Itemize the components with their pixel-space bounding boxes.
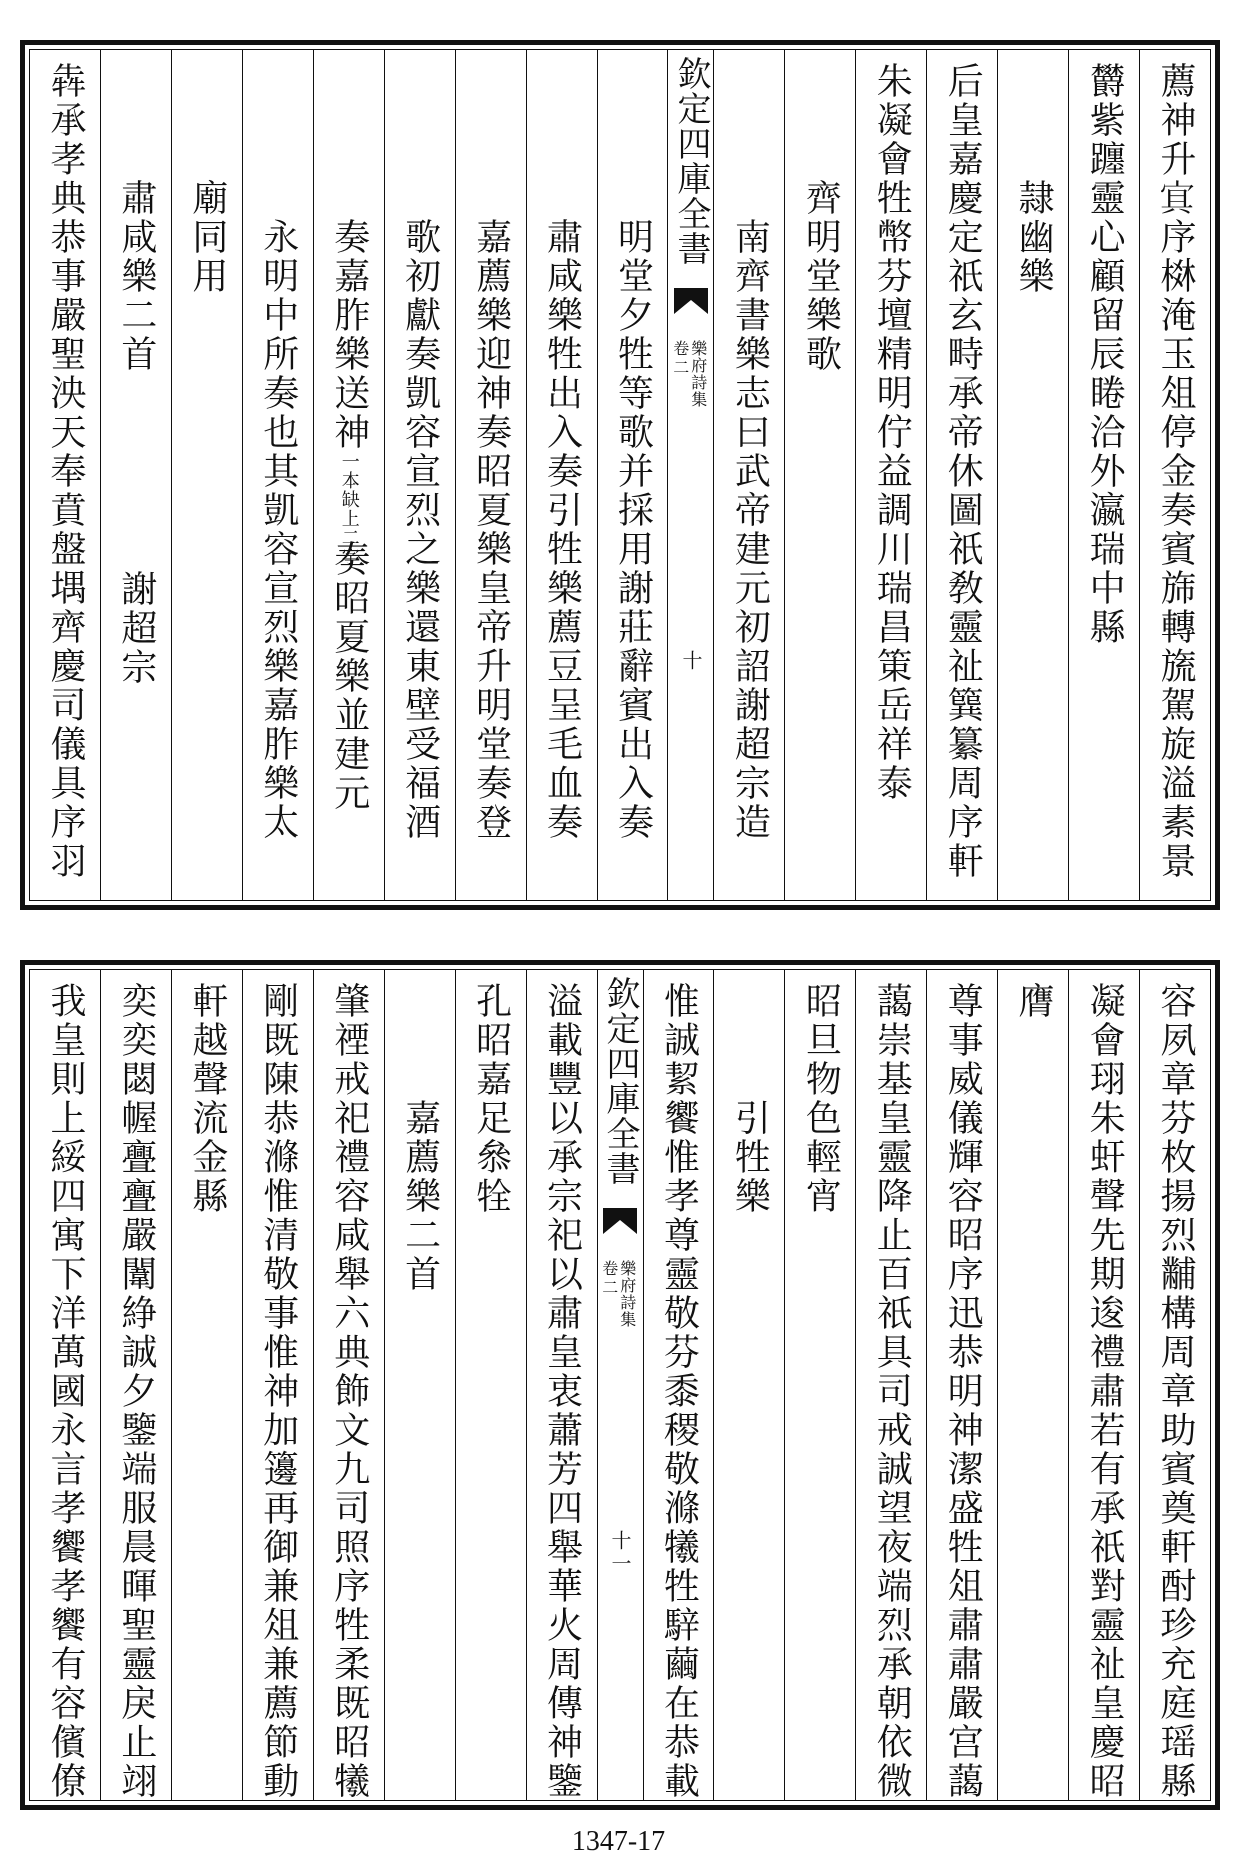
author-name: 謝超宗 <box>115 570 157 687</box>
column-text: 我皇則上綏四寓下洋萬國永言孝饗孝饗有容儐僚 <box>44 982 86 1801</box>
column-text: 昭旦物色輕宵 <box>800 982 842 1216</box>
text-column <box>643 970 714 1800</box>
column-text: 薦神升𡨋序棥淹玉俎停金奏賓旆轉旒駕旋溢素景 <box>1155 62 1197 881</box>
text-column <box>1068 970 1139 1800</box>
text-column <box>784 970 855 1800</box>
text-column <box>784 50 855 900</box>
text-column <box>242 970 313 1800</box>
text-column <box>926 50 997 900</box>
column-text: 膺 <box>1013 982 1055 1021</box>
volume-label: 卷二 <box>599 1260 619 1298</box>
column-text: 后皇嘉慶定祇玄畤承帝休圖祇敎靈祉簨纂周序軒 <box>942 62 984 881</box>
text-column <box>30 50 100 900</box>
column-text: 朱凝會牲幣芬壇精明佇益調川瑞昌䇿岳祥泰 <box>871 62 913 803</box>
text-column <box>855 970 926 1800</box>
text-column <box>997 50 1068 900</box>
folio-number: 十 <box>678 650 703 673</box>
text-column <box>713 970 784 1800</box>
column-text: 軒越聲流金縣 <box>186 982 228 1216</box>
text-column <box>171 970 242 1800</box>
page-footer-label: 1347-17 <box>571 1826 666 1857</box>
column-text: 肅咸樂二首 <box>115 179 157 374</box>
center-fold-column <box>667 50 713 900</box>
bottom-page-columns <box>30 970 1210 1800</box>
text-column <box>526 50 597 900</box>
fishtail-mark-icon <box>603 1208 637 1234</box>
column-text: 肅咸樂牲出入奏引牲樂薦豆呈毛血奏 <box>541 218 583 842</box>
top-page-columns <box>30 50 1210 900</box>
text-column <box>713 50 784 900</box>
column-text: 永明中所奏也其凱容宣烈樂嘉胙樂太 <box>257 218 299 842</box>
text-column <box>242 50 313 900</box>
column-text: 藹崇基皇靈降止百祇具司戒誠望夜端烈承朝依微 <box>871 982 913 1801</box>
column-text: 溢載豐以承宗祀以肅皇衷蕭芳四舉華火周傳神鑒 <box>541 982 583 1801</box>
text-column <box>526 970 597 1800</box>
center-fold-column <box>597 970 643 1800</box>
text-column <box>455 50 526 900</box>
top-page <box>20 40 1220 910</box>
column-text: 奏嘉胙樂送神 <box>328 218 370 452</box>
column-text-continued: 奏昭夏樂並建元 <box>328 540 370 813</box>
bottom-page-frame <box>29 969 1211 1801</box>
text-column <box>313 50 384 900</box>
column-text: 剛既陳恭滌惟清敬事惟神加籩再御兼俎兼薦節動 <box>257 982 299 1801</box>
column-text: 肇禋戒祀禮容咸舉六典飾文九司照序牲柔既昭犧 <box>328 982 370 1801</box>
text-column <box>455 970 526 1800</box>
folio-number: 十一 <box>608 1530 632 1576</box>
top-page-frame <box>29 49 1211 901</box>
column-text: 欝紫躔靈心顧留辰睠洽外瀛瑞中縣 <box>1084 62 1126 647</box>
column-text: 明堂夕牲等歌并採用謝莊辭賓出入奏 <box>612 218 654 842</box>
column-text: 廟同用 <box>186 179 228 296</box>
text-column <box>30 970 100 1800</box>
fishtail-mark-icon <box>674 288 708 314</box>
text-column <box>1139 970 1210 1800</box>
text-column <box>997 970 1068 1800</box>
column-text: 奕奕閟幄亹亹嚴闈䋫誠夕鑒端服晨暉聖靈戾止翊 <box>115 982 157 1801</box>
text-column <box>100 50 171 900</box>
column-text: 尊事威儀輝容昭序迅恭明神潔盛牲俎肅肅嚴宫藹 <box>942 982 984 1801</box>
column-text: 惟誠絜饗惟孝尊靈敬芬黍稷敬滌犧牲騂繭在恭載 <box>658 982 700 1801</box>
column-text: 齊明堂樂歌 <box>800 179 842 374</box>
column-text: 凝會珝朱虷聲先期逡禮肅若有承祇對靈祉皇慶昭 <box>1084 982 1126 1801</box>
column-text: 歌初獻奏凱容宣烈之樂還東壁受福酒 <box>399 218 441 842</box>
column-text: 隷幽樂 <box>1013 179 1055 296</box>
text-column <box>313 970 384 1800</box>
text-column <box>1139 50 1210 900</box>
column-text: 犇承孝典恭事嚴聖泱天奉賁盤堣齊慶司儀具序羽 <box>44 62 86 881</box>
column-text: 孔昭嘉足叅牷 <box>470 982 512 1216</box>
text-column <box>100 970 171 1800</box>
text-column <box>926 970 997 1800</box>
column-text: 嘉薦樂二首 <box>399 1099 441 1294</box>
collection-title: 欽定四庫全書 <box>600 976 640 1186</box>
column-text: 南齊書樂志曰武帝建元初詔謝超宗造 <box>729 218 771 842</box>
column-text: 嘉薦樂迎神奏昭夏樂皇帝升明堂奏登 <box>470 218 512 842</box>
annotation-note: 一本缺上二字 <box>338 452 360 566</box>
book-name: 樂府詩集 <box>617 1260 637 1328</box>
text-column <box>171 50 242 900</box>
bottom-page <box>20 960 1220 1810</box>
text-column <box>384 970 455 1800</box>
text-column <box>855 50 926 900</box>
text-column <box>1068 50 1139 900</box>
text-column <box>597 50 668 900</box>
text-column <box>384 50 455 900</box>
collection-title: 欽定四庫全書 <box>670 56 711 266</box>
volume-label: 卷二 <box>670 340 690 378</box>
book-name: 樂府詩集 <box>688 340 708 408</box>
column-text: 容夙章芬枚揚烈黼構周章助賓奠軒酎珍充庭瑶縣 <box>1155 982 1197 1801</box>
column-text: 引牲樂 <box>729 1099 771 1216</box>
